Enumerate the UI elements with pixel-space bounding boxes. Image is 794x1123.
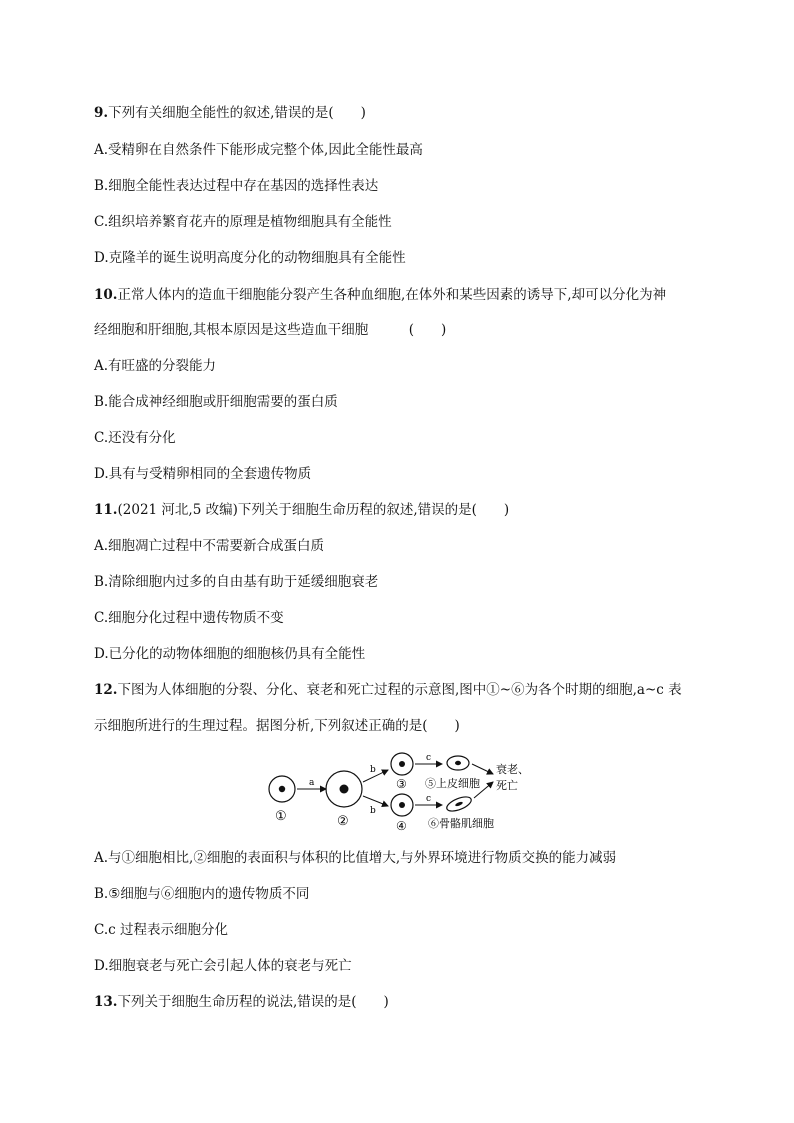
question-number: 9. — [94, 105, 109, 121]
cell-3-label: ③ — [396, 777, 407, 791]
fate-label-line1: 衰老、 — [496, 763, 529, 776]
question-text: 下列关于细胞生命历程的说法,错误的是( ) — [117, 994, 389, 1010]
arrow-c-lower-label: c — [426, 794, 432, 804]
question-12-option-c: C.c 过程表示细胞分化 — [94, 922, 228, 938]
question-9-option-c: C.组织培养繁育花卉的原理是植物细胞具有全能性 — [94, 214, 392, 230]
arrow-a-label: a — [309, 778, 315, 788]
question-9-stem — [94, 104, 366, 122]
question-9-option-b: B.细胞全能性表达过程中存在基因的选择性表达 — [94, 178, 379, 194]
question-9-option-d: D.克隆羊的诞生说明高度分化的动物细胞具有全能性 — [94, 250, 406, 266]
question-text: (2021 河北,5 改编)下列关于细胞生命历程的叙述,错误的是( ) — [117, 502, 510, 518]
cell-5-label: ⑤上皮细胞 — [425, 777, 480, 790]
cell-lifecycle-svg — [262, 742, 542, 842]
question-11-option-b: B.清除细胞内过多的自由基有助于延缓细胞衰老 — [94, 574, 379, 590]
cell-3-nucleus — [399, 761, 405, 767]
arrow-b-upper-label: b — [370, 765, 376, 775]
question-number: 12. — [94, 682, 118, 698]
question-11-option-a: A.细胞凋亡过程中不需要新合成蛋白质 — [94, 538, 325, 554]
cell-2-nucleus — [340, 785, 349, 794]
question-10-option-b: B.能合成神经细胞或肝细胞需要的蛋白质 — [94, 394, 338, 410]
question-10-option-a: A.有旺盛的分裂能力 — [94, 358, 217, 374]
question-number: 11. — [94, 502, 118, 518]
question-number: 13. — [94, 994, 118, 1010]
question-12-option-b: B.⑤细胞与⑥细胞内的遗传物质不同 — [94, 886, 310, 902]
question-text: 下列有关细胞全能性的叙述,错误的是( ) — [108, 105, 366, 121]
cell-2-label: ② — [337, 814, 349, 829]
question-10-option-c: C.还没有分化 — [94, 430, 176, 446]
cell-5-nucleus — [455, 761, 461, 765]
cell-1-label: ① — [275, 809, 287, 824]
question-text: 下图为人体细胞的分裂、分化、衰老和死亡过程的示意图,图中①~⑥为各个时期的细胞,a~c 表 — [117, 682, 682, 698]
question-number: 10. — [94, 287, 118, 303]
cell-6-label: ⑥骨骼肌细胞 — [428, 817, 494, 830]
cell-1-nucleus — [279, 786, 285, 792]
cell-4-label: ④ — [396, 819, 407, 833]
question-10-stem — [94, 286, 666, 304]
question-13-stem — [94, 993, 389, 1011]
cell-6-nucleus — [455, 801, 464, 807]
question-12-stem — [94, 681, 682, 699]
cell-lifecycle-diagram — [262, 742, 542, 842]
fate-label-line2: 死亡 — [496, 779, 518, 792]
question-11-option-d: D.已分化的动物体细胞的细胞核仍具有全能性 — [94, 646, 366, 662]
question-10-stem-continued: 经细胞和肝细胞,其根本原因是这些造血干细胞 ( ) — [94, 322, 447, 338]
question-12-option-a: A.与①细胞相比,②细胞的表面积与体积的比值增大,与外界环境进行物质交换的能力减弱 — [94, 850, 617, 866]
question-11-stem — [94, 501, 509, 519]
arrow-b-lower-label: b — [370, 806, 376, 816]
arrow-b-lower — [363, 796, 388, 806]
question-text: 正常人体内的造血干细胞能分裂产生各种血细胞,在体外和某些因素的诱导下,却可以分化为神 — [117, 287, 667, 303]
question-12-option-d: D.细胞衰老与死亡会引起人体的衰老与死亡 — [94, 958, 352, 974]
cell-4-nucleus — [399, 802, 405, 808]
question-9-option-a: A.受精卵在自然条件下能形成完整个体,因此全能性最高 — [94, 142, 423, 158]
arrow-to-fate-upper — [472, 764, 493, 774]
question-12-stem-continued: 示细胞所进行的生理过程。据图分析,下列叙述正确的是( ) — [94, 718, 460, 734]
arrow-c-upper-label: c — [426, 753, 432, 763]
question-11-option-c: C.细胞分化过程中遗传物质不变 — [94, 610, 284, 626]
question-10-option-d: D.具有与受精卵相同的全套遗传物质 — [94, 466, 312, 482]
